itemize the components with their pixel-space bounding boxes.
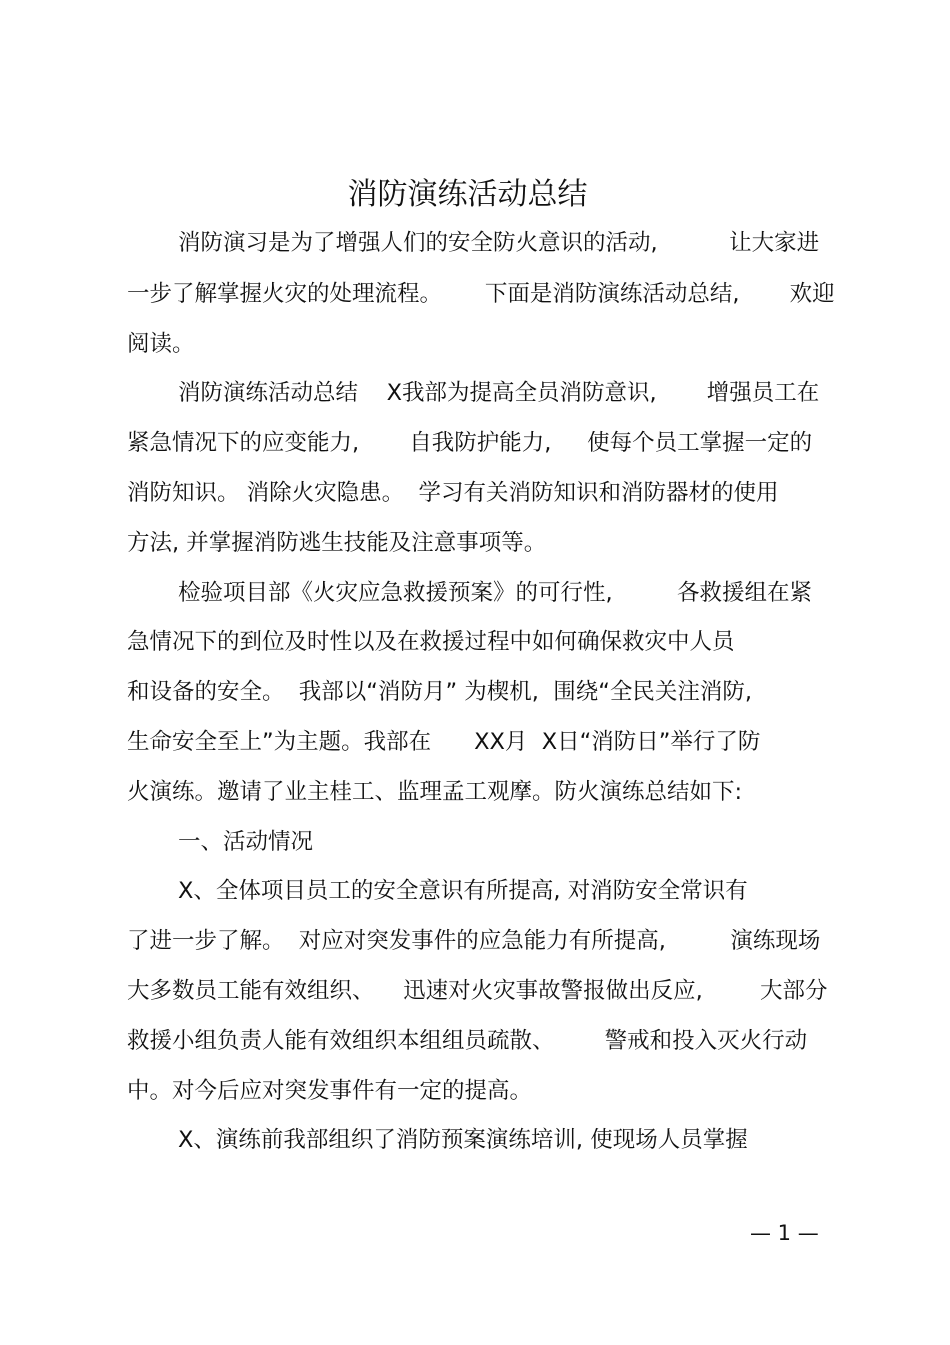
- body-line: 检验项目部《火灾应急救援预案》的可行性, 各救援组在紧: [178, 580, 813, 606]
- body-line: 火演练。邀请了业主桂工、监理孟工观摩。防火演练总结如下:: [127, 779, 743, 805]
- body-line: 了进一步了解。 对应对突发事件的应急能力有所提高, 演练现场: [127, 928, 821, 954]
- body-line: 消防知识。 消除火灾隐患。 学习有关消防知识和消防器材的使用: [127, 480, 779, 506]
- body-line: 阅读。: [127, 331, 195, 357]
- body-line: X、全体项目员工的安全意识有所提高, 对消防安全常识有: [178, 878, 748, 904]
- body-line: 和设备的安全。 我部以“消防月” 为楔机, 围绕“全民关注消防,: [127, 679, 753, 705]
- page-number: — 1 —: [750, 1221, 819, 1245]
- body-line: 方法, 并掌握消防逃生技能及注意事项等。: [127, 530, 547, 556]
- section-heading: 一、活动情况: [178, 829, 314, 855]
- body-line: 急情况下的到位及时性以及在救援过程中如何确保救灾中人员: [127, 629, 735, 655]
- document-title: 消防演练活动总结: [347, 177, 588, 212]
- body-line: 紧急情况下的应变能力, 自我防护能力, 使每个员工掌握一定的: [127, 430, 813, 456]
- body-line: 救援小组负责人能有效组织本组组员疏散、 警戒和投入灭火行动: [127, 1028, 808, 1054]
- body-line: 大多数员工能有效组织、 迅速对火灾事故警报做出反应, 大部分: [127, 978, 828, 1004]
- body-line: 消防演习是为了增强人们的安全防火意识的活动, 让大家进: [178, 230, 820, 256]
- body-line: 中。对今后应对突发事件有一定的提高。: [127, 1078, 533, 1104]
- body-line: 消防演练活动总结 X我部为提高全员消防意识, 增强员工在: [178, 380, 820, 406]
- body-line: X、演练前我部组织了消防预案演练培训, 使现场人员掌握: [178, 1127, 748, 1153]
- body-line: 生命安全至上”为主题。我部在 XX月 X日“消防日”举行了防: [127, 729, 761, 755]
- body-line: 一步了解掌握火灾的处理流程。 下面是消防演练活动总结, 欢迎: [127, 281, 835, 307]
